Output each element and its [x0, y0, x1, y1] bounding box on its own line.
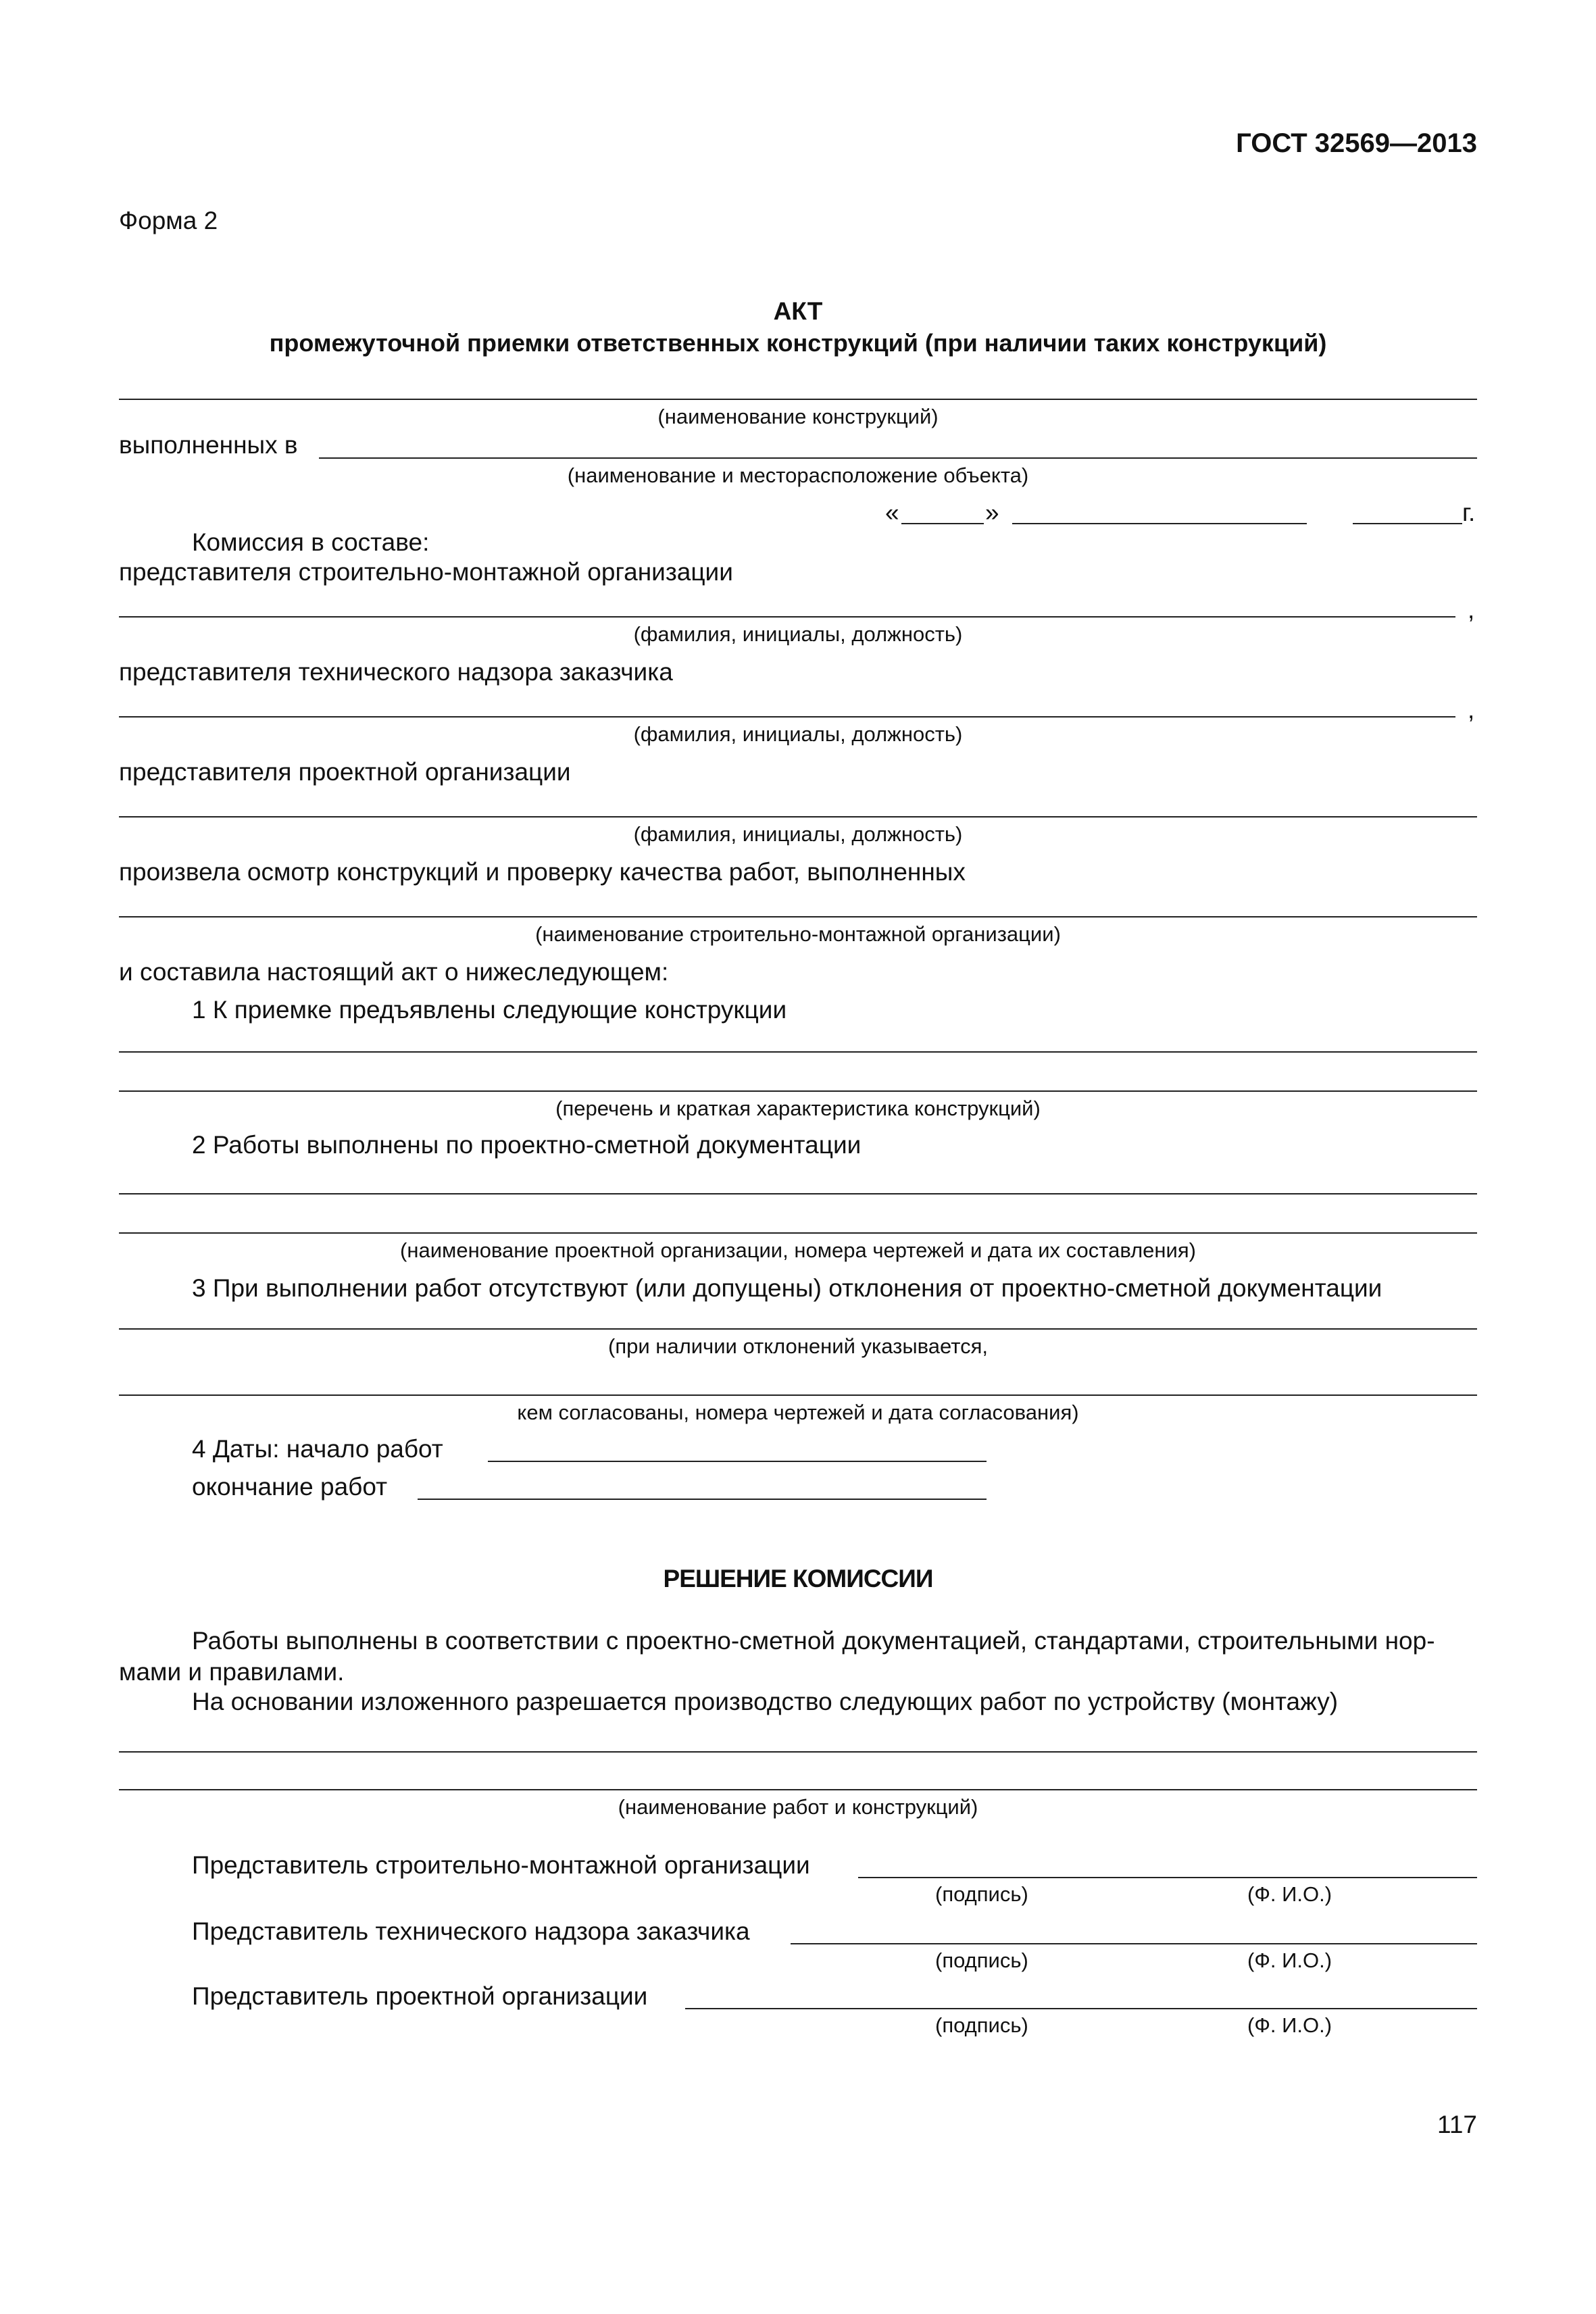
- item-2-caption: (наименование проектной организации, номера чертежей и дата их составления): [400, 1238, 1196, 1262]
- works-caption: (наименование работ и конструкций): [618, 1795, 978, 1819]
- item-4-end-line[interactable]: [418, 1499, 987, 1500]
- item-4-start-label: 4 Даты: начало работ: [192, 1435, 443, 1463]
- construction-name-line[interactable]: [119, 399, 1477, 400]
- signature-sign-caption-1: (подпись): [935, 1882, 1028, 1906]
- signature-label-1: Представитель строительно-монтажной организации: [192, 1851, 810, 1879]
- signature-label-2: Представитель технического надзора заказчика: [192, 1917, 750, 1945]
- item-1-line-2[interactable]: [119, 1090, 1477, 1092]
- item-4-start-line[interactable]: [488, 1461, 987, 1462]
- document-subtitle: промежуточной приемки ответственных конструкций (при наличии таких конструкций): [269, 329, 1327, 357]
- signature-name-caption-1: (Ф. И.О.): [1247, 1882, 1332, 1906]
- org-caption: (наименование строительно-монтажной организации): [535, 922, 1061, 946]
- comma-2: ,: [1468, 696, 1475, 724]
- signature-sign-caption-2: (подпись): [935, 1948, 1028, 1972]
- rep-construction-line[interactable]: [119, 616, 1455, 618]
- date-open-quote: «: [885, 499, 899, 526]
- rep-design-label: представителя проектной организации: [119, 758, 571, 786]
- item-2-line-1[interactable]: [119, 1193, 1477, 1194]
- commission-label: Комиссия в составе:: [192, 528, 430, 556]
- date-day-line[interactable]: [901, 523, 984, 524]
- signature-name-caption-2: (Ф. И.О.): [1247, 1948, 1332, 1972]
- date-year-line[interactable]: [1353, 523, 1462, 524]
- date-close-quote: »: [985, 499, 999, 526]
- rep-design-caption: (фамилия, инициалы, должность): [633, 822, 963, 846]
- rep-design-line[interactable]: [119, 816, 1477, 818]
- standard-number: ГОСТ 32569—2013: [1236, 128, 1477, 158]
- rep-construction-caption: (фамилия, инициалы, должность): [633, 622, 963, 646]
- signature-sign-caption-3: (подпись): [935, 2013, 1028, 2037]
- decision-para-1-line-2: мами и правилами.: [119, 1658, 345, 1686]
- item-3-line-1[interactable]: [119, 1328, 1477, 1330]
- item-3-line-2[interactable]: [119, 1394, 1477, 1396]
- page-number: 117: [1437, 2111, 1477, 2138]
- year-suffix: г.: [1462, 499, 1476, 526]
- performed-in-label: выполненных в: [119, 431, 298, 459]
- decision-para-1-line-1: Работы выполнены в соответствии с проектно-сметной документацией, стандартами, строительными нор-: [192, 1627, 1435, 1655]
- item-1-line-1[interactable]: [119, 1051, 1477, 1053]
- item-2-text: 2 Работы выполнены по проектно-сметной документации: [192, 1131, 862, 1159]
- compiled-text: и составила настоящий акт о нижеследующем:: [119, 958, 669, 986]
- rep-supervision-label: представителя технического надзора заказчика: [119, 658, 673, 686]
- rep-construction-label: представителя строительно-монтажной организации: [119, 558, 733, 586]
- comma-1: ,: [1468, 596, 1475, 624]
- construction-name-caption: (наименование конструкций): [657, 405, 939, 428]
- inspection-text: произвела осмотр конструкций и проверку качества работ, выполненных: [119, 858, 966, 886]
- object-caption: (наименование и месторасположение объекта): [567, 463, 1029, 487]
- signature-name-caption-3: (Ф. И.О.): [1247, 2013, 1332, 2037]
- item-3-text: 3 При выполнении работ отсутствуют (или допущены) отклонения от проектно-сметной документации: [192, 1274, 1382, 1302]
- signature-label-3: Представитель проектной организации: [192, 1982, 648, 2010]
- form-label: Форма 2: [119, 207, 218, 234]
- item-1-text: 1 К приемке предъявлены следующие конструкции: [192, 996, 787, 1024]
- rep-supervision-caption: (фамилия, инициалы, должность): [633, 722, 963, 746]
- signature-line-2[interactable]: [791, 1943, 1477, 1944]
- document-title: АКТ: [773, 297, 823, 325]
- object-name-line[interactable]: [319, 457, 1477, 459]
- item-4-end-label: окончание работ: [192, 1473, 388, 1501]
- item-1-caption: (перечень и краткая характеристика конструкций): [555, 1097, 1041, 1120]
- works-line-2[interactable]: [119, 1789, 1477, 1790]
- item-3-caption-1: (при наличии отклонений указывается,: [608, 1334, 988, 1358]
- signature-line-1[interactable]: [858, 1877, 1477, 1878]
- works-line-1[interactable]: [119, 1751, 1477, 1753]
- decision-para-2: На основании изложенного разрешается производство следующих работ по устройству (монтажу): [192, 1688, 1339, 1715]
- item-3-caption-2: кем согласованы, номера чертежей и дата согласования): [517, 1401, 1079, 1424]
- rep-supervision-line[interactable]: [119, 716, 1455, 718]
- date-month-line[interactable]: [1012, 523, 1307, 524]
- item-2-line-2[interactable]: [119, 1232, 1477, 1234]
- signature-line-3[interactable]: [685, 2008, 1477, 2009]
- decision-heading: РЕШЕНИЕ КОМИССИИ: [663, 1565, 933, 1592]
- org-name-line[interactable]: [119, 916, 1477, 917]
